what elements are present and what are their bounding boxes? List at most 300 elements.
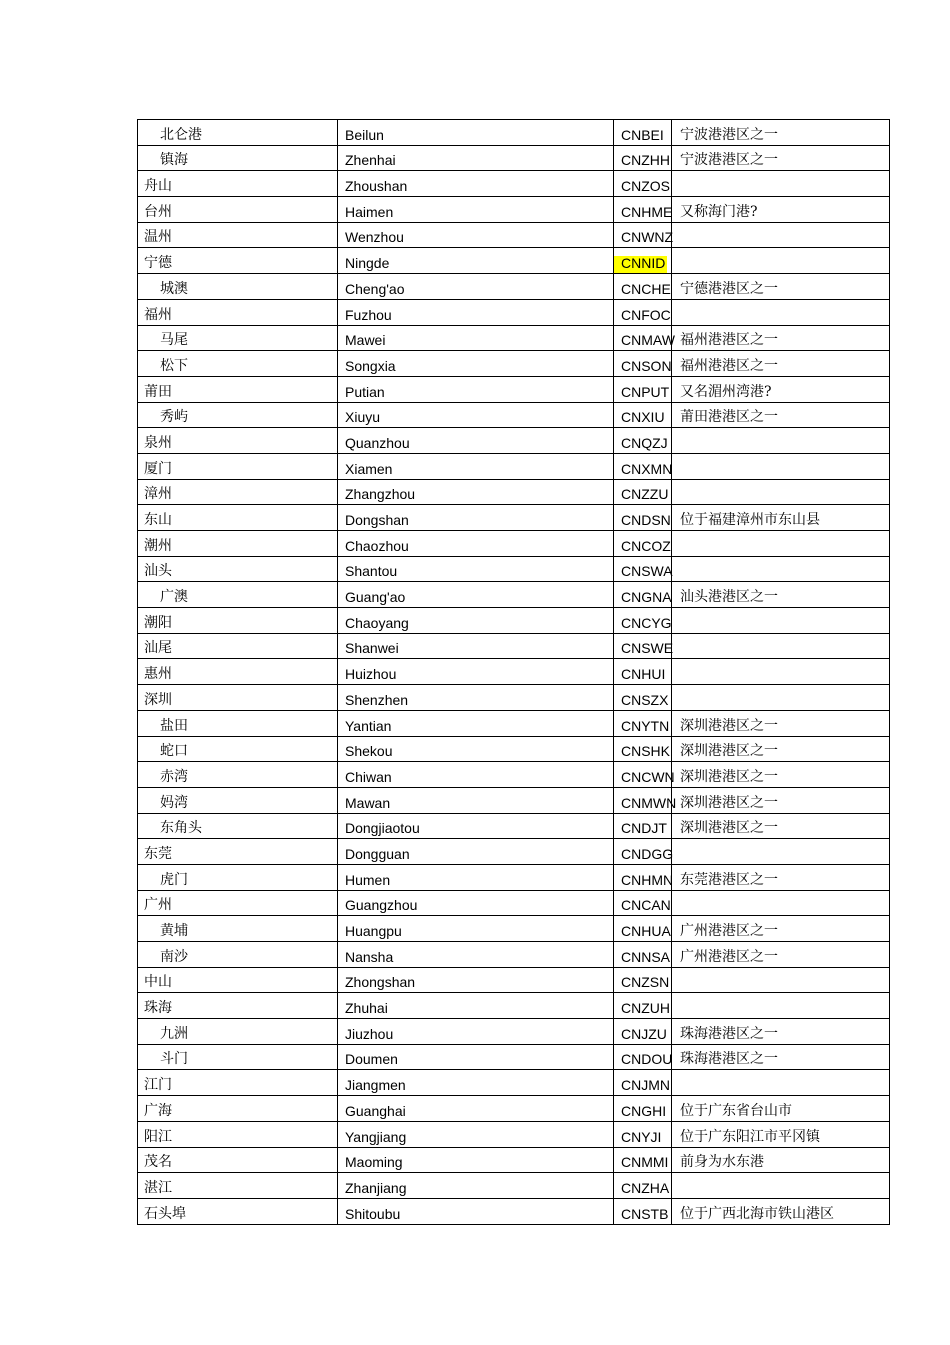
cell-english-name [338,890,614,916]
chinese-port-name: 阳江 [144,1128,172,1145]
port-code: CNCHE [621,280,671,297]
table-row [138,582,890,608]
port-note [672,653,680,656]
english-port-name: Fuzhou [345,306,392,323]
table-row [138,248,890,274]
english-port-name: Jiuzhou [345,1025,394,1042]
cell-port-code [614,813,672,839]
port-code-table [137,119,890,1225]
cell-port-code [614,685,672,711]
cell-note [672,942,890,968]
port-code: CNZHH [621,152,670,169]
table-row [138,376,890,402]
cell-chinese-name [138,839,338,865]
table-row [138,1173,890,1199]
english-port-name: Chaozhou [345,537,409,554]
port-code: CNCOZ [621,537,671,554]
english-port-name: Guanghai [345,1102,406,1119]
port-code: CNHMN [621,871,674,888]
cell-port-code [614,1147,672,1173]
chinese-port-name: 城澳 [160,280,188,297]
cell-english-name [338,685,614,711]
english-port-name: Shanwei [345,640,399,657]
cell-note [672,325,890,351]
english-port-name: Zhuhai [345,1000,388,1017]
cell-chinese-name [138,864,338,890]
table-row [138,428,890,454]
cell-note [672,659,890,685]
table-row [138,1044,890,1070]
cell-english-name [338,967,614,993]
table-row [138,762,890,788]
table-row [138,1147,890,1173]
port-code: CNDSN [621,512,671,528]
chinese-port-name: 东莞 [144,845,172,862]
cell-english-name [338,916,614,942]
chinese-port-name: 九洲 [160,1025,188,1042]
table-row [138,993,890,1019]
cell-english-name [338,299,614,325]
table-row [138,787,890,813]
cell-note [672,993,890,1019]
port-code: CNGNA [621,589,672,606]
cell-english-name [338,325,614,351]
port-note: 珠海港港区之一 [680,1051,778,1068]
cell-note [672,145,890,171]
port-table-body [138,120,890,1225]
cell-english-name [338,1198,614,1224]
cell-chinese-name [138,685,338,711]
english-port-name: Zhangzhou [345,486,416,503]
table-row [138,556,890,582]
cell-english-name [338,813,614,839]
english-port-name: Yangjiang [345,1128,407,1145]
port-code: CNSZX [621,691,669,708]
port-note [672,910,680,913]
port-note: 珠海港港区之一 [680,1025,778,1042]
cell-english-name [338,608,614,634]
cell-english-name [338,993,614,1019]
port-note [672,859,680,862]
port-code: CNHME [621,203,673,220]
cell-english-name [338,505,614,531]
port-note [672,705,680,708]
english-port-name: Shantou [345,563,398,580]
cell-english-name [338,659,614,685]
chinese-port-name: 石头埠 [144,1205,186,1222]
english-port-name: Zhanjiang [345,1179,407,1196]
cell-note [672,710,890,736]
cell-note [672,274,890,300]
table-row [138,145,890,171]
port-note: 深圳港港区之一 [680,768,778,785]
english-port-name: Beilun [345,126,384,143]
cell-port-code [614,556,672,582]
cell-english-name [338,1096,614,1122]
chinese-port-name: 秀屿 [160,409,188,426]
port-note: 深圳港港区之一 [680,820,778,837]
port-note [672,1013,680,1016]
cell-note [672,556,890,582]
cell-english-name [338,556,614,582]
cell-note [672,685,890,711]
table-row [138,659,890,685]
port-code: CNCWN [621,768,675,785]
chinese-port-name: 温州 [144,229,172,246]
cell-port-code [614,1198,672,1224]
port-note: 位于广东阳江市平冈镇 [680,1128,820,1145]
cell-note [672,1198,890,1224]
english-port-name: Jiangmen [345,1077,406,1094]
cell-chinese-name [138,197,338,223]
table-row [138,839,890,865]
cell-chinese-name [138,376,338,402]
english-port-name: Mawan [345,794,391,811]
cell-note [672,736,890,762]
port-code: CNYJI [621,1128,662,1145]
cell-chinese-name [138,1147,338,1173]
chinese-port-name: 舟山 [144,178,172,195]
cell-note [672,1019,890,1045]
cell-port-code [614,787,677,813]
chinese-port-name: 盐田 [160,717,188,734]
cell-note [672,531,890,557]
port-code: CNSWA [621,563,673,580]
cell-note [672,1044,890,1070]
chinese-port-name: 漳州 [144,486,172,503]
port-code: CNZHA [621,1179,670,1196]
port-note: 位于广西北海市铁山港区 [680,1205,834,1222]
port-note [672,448,680,451]
chinese-port-name: 虎门 [160,871,188,888]
cell-chinese-name [138,505,338,531]
port-note: 又称海门港? [680,203,758,220]
cell-port-code [614,762,675,788]
cell-chinese-name [138,1019,338,1045]
english-port-name: Huangpu [345,923,402,939]
chinese-port-name: 潮州 [144,537,172,554]
table-row [138,479,890,505]
table-row [138,685,890,711]
port-code: CNJMN [621,1077,670,1094]
chinese-port-name: 松下 [160,357,188,374]
table-row [138,864,890,890]
port-note: 宁波港港区之一 [680,152,778,169]
english-port-name: Maoming [345,1154,403,1171]
cell-english-name [338,864,614,890]
cell-chinese-name [138,608,338,634]
table-row [138,1121,890,1147]
chinese-port-name: 厦门 [144,460,172,477]
chinese-port-name: 广州 [144,897,172,914]
port-note [672,268,680,271]
cell-english-name [338,171,614,197]
cell-chinese-name [138,428,338,454]
english-port-name: Chiwan [345,768,392,785]
cell-note [672,1147,890,1173]
english-port-name: Haimen [345,203,394,220]
english-port-name: Doumen [345,1051,398,1068]
cell-chinese-name [138,453,338,479]
cell-note [672,839,890,865]
cell-chinese-name [138,659,338,685]
port-note [672,1193,680,1196]
port-note [672,551,680,554]
cell-note [672,376,890,402]
port-code: CNBEI [621,126,664,143]
port-note: 广州港港区之一 [680,923,778,939]
chinese-port-name: 妈湾 [160,794,188,811]
port-note [672,320,680,323]
cell-english-name [338,839,614,865]
cell-english-name [338,1173,614,1199]
cell-english-name [338,1070,614,1096]
english-port-name: Dongshan [345,512,409,528]
cell-chinese-name [138,813,338,839]
cell-note [672,351,890,377]
cell-note [672,120,890,146]
cell-port-code [614,197,672,223]
port-code: CNNSA [621,948,671,965]
cell-note [672,762,890,788]
chinese-port-name: 湛江 [144,1179,172,1196]
chinese-port-name: 东角头 [160,820,202,837]
port-code: CNZUH [621,1000,670,1017]
cell-port-code [614,145,672,171]
port-note [672,474,680,477]
port-note: 莆田港港区之一 [680,409,778,426]
cell-english-name [338,710,614,736]
cell-port-code [614,1096,672,1122]
table-row [138,197,890,223]
table-row [138,171,890,197]
cell-english-name [338,402,614,428]
english-port-name: Putian [345,383,385,400]
cell-port-code [614,479,672,505]
cell-port-code [614,710,672,736]
port-code: CNDOU [621,1051,673,1068]
port-note [672,191,680,194]
port-code: CNSON [621,357,672,374]
cell-port-code [614,120,672,146]
cell-english-name [338,479,614,505]
chinese-port-name: 镇海 [160,152,188,169]
port-code: CNZOS [621,178,670,195]
english-port-name: Xiamen [345,460,393,477]
cell-english-name [338,942,614,968]
cell-chinese-name [138,787,338,813]
port-note: 宁德港港区之一 [680,280,778,297]
cell-port-code [614,274,672,300]
english-port-name: Shekou [345,743,393,760]
english-port-name: Xiuyu [345,409,381,426]
cell-port-code [614,531,672,557]
chinese-port-name: 广澳 [160,589,188,606]
table-row [138,736,890,762]
cell-english-name [338,633,614,659]
cell-port-code [614,428,672,454]
chinese-port-name: 东山 [144,512,172,528]
table-row [138,967,890,993]
table-row [138,890,890,916]
cell-note [672,197,890,223]
cell-note [672,967,890,993]
cell-port-code [614,608,672,634]
cell-english-name [338,531,614,557]
cell-port-code [614,299,672,325]
port-note [672,576,680,579]
table-row [138,531,890,557]
cell-chinese-name [138,248,338,274]
cell-port-code [614,248,672,274]
cell-chinese-name [138,993,338,1019]
cell-port-code [614,942,672,968]
cell-english-name [338,274,614,300]
port-code: CNHUA [621,923,671,939]
cell-chinese-name [138,890,338,916]
port-note: 又名湄州湾港? [680,383,772,400]
port-note [672,679,680,682]
chinese-port-name: 蛇口 [160,743,188,760]
port-note [672,987,680,990]
cell-port-code [614,864,672,890]
port-code: CNCAN [621,897,671,914]
cell-english-name [338,1019,614,1045]
table-row [138,453,890,479]
english-port-name: Cheng'ao [345,280,405,297]
cell-english-name [338,582,614,608]
cell-port-code [614,505,672,531]
table-row [138,351,890,377]
table-row [138,299,890,325]
chinese-port-name: 珠海 [144,1000,172,1017]
cell-note [672,1173,890,1199]
chinese-port-name: 斗门 [160,1051,188,1068]
port-code: CNHUI [621,666,666,683]
table-row [138,274,890,300]
cell-port-code [614,1121,672,1147]
cell-chinese-name [138,710,338,736]
cell-english-name [338,222,614,248]
cell-port-code [614,736,672,762]
cell-note [672,505,890,531]
chinese-port-name: 汕尾 [144,640,172,657]
port-note: 汕头港港区之一 [680,589,778,606]
cell-chinese-name [138,916,338,942]
cell-port-code [614,1044,672,1070]
cell-port-code [614,659,672,685]
table-row [138,222,890,248]
cell-english-name [338,736,614,762]
port-note [672,242,680,245]
port-note: 前身为水东港 [680,1154,764,1171]
table-row [138,1070,890,1096]
chinese-port-name: 深圳 [144,691,172,708]
port-note: 位于福建漳州市东山县 [680,512,820,528]
english-port-name: Huizhou [345,666,397,683]
chinese-port-name: 南沙 [160,948,188,965]
cell-english-name [338,1121,614,1147]
chinese-port-name: 马尾 [160,332,188,349]
port-code: CNDGG [621,845,674,862]
cell-note [672,222,890,248]
cell-chinese-name [138,736,338,762]
port-code: CNSHK [621,743,671,760]
cell-note [672,582,890,608]
cell-port-code [614,967,672,993]
english-port-name: Shenzhen [345,691,409,708]
cell-chinese-name [138,1121,338,1147]
cell-chinese-name [138,402,338,428]
cell-note [672,787,890,813]
port-code: CNWNZ [621,229,674,246]
port-note: 宁波港港区之一 [680,126,778,143]
port-code: CNSWE [621,640,674,657]
cell-note [672,402,890,428]
cell-chinese-name [138,1173,338,1199]
english-port-name: Zhoushan [345,178,408,195]
english-port-name: Guang'ao [345,589,406,606]
cell-note [672,453,890,479]
cell-chinese-name [138,1198,338,1224]
cell-note [672,1070,890,1096]
highlighted-port-code: CNNID [614,256,667,273]
table-row [138,710,890,736]
cell-note [672,916,890,942]
port-note [672,499,680,502]
cell-port-code [614,376,672,402]
english-port-name: Yantian [345,717,392,734]
cell-chinese-name [138,145,338,171]
cell-english-name [338,351,614,377]
english-port-name: Mawei [345,332,386,349]
english-port-name: Dongjiaotou [345,820,420,837]
table-row [138,608,890,634]
cell-note [672,479,890,505]
port-note: 广州港港区之一 [680,948,778,965]
cell-english-name [338,248,614,274]
port-note [672,628,680,631]
cell-english-name [338,428,614,454]
cell-note [672,428,890,454]
port-code: CNMMI [621,1154,669,1171]
port-code: CNZZU [621,486,669,503]
cell-port-code [614,890,672,916]
chinese-port-name: 潮阳 [144,614,172,631]
port-code: CNPUT [621,383,670,400]
chinese-port-name: 泉州 [144,434,172,451]
cell-port-code [614,325,675,351]
cell-chinese-name [138,1044,338,1070]
table-row [138,942,890,968]
chinese-port-name: 北仑港 [160,126,202,143]
table-row [138,1019,890,1045]
cell-chinese-name [138,325,338,351]
port-code: CNDJT [621,820,667,837]
cell-english-name [338,787,614,813]
port-note: 深圳港港区之一 [680,794,778,811]
port-code: CNSTB [621,1205,669,1222]
cell-port-code [614,222,672,248]
port-code: CNJZU [621,1025,667,1042]
english-port-name: Nansha [345,948,394,965]
chinese-port-name: 惠州 [144,666,172,683]
port-code: CNYTN [621,717,670,734]
cell-chinese-name [138,942,338,968]
cell-chinese-name [138,120,338,146]
cell-port-code [614,993,672,1019]
port-note: 位于广东省台山市 [680,1102,792,1119]
